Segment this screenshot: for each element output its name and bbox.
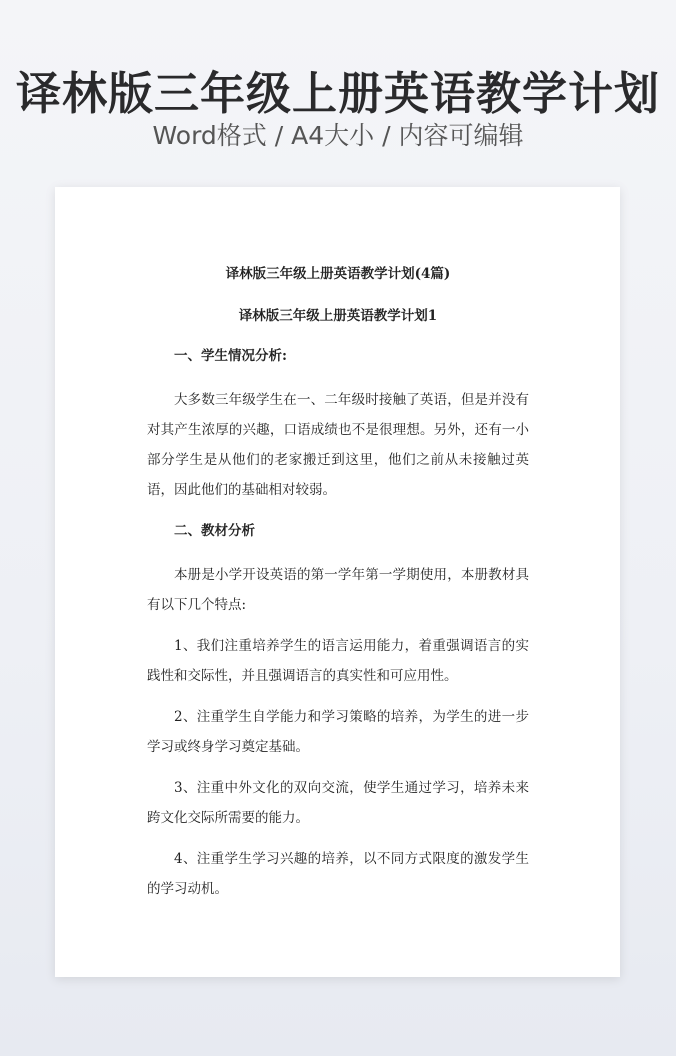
document-title: 译林版三年级上册英语教学计划(4篇) (225, 266, 451, 282)
section-heading-student-analysis: 一、学生情况分析: (174, 348, 287, 364)
list-item-point-4: 4、注重学生学习兴趣的培养，以不同方式限度的激发学生的学习动机。 (147, 851, 529, 897)
list-item-point-2: 2、注重学生自学能力和学习策略的培养，为学生的进一步学习或终身学习奠定基础。 (147, 709, 529, 755)
paragraph-student-analysis: 大多数三年级学生在一、二年级时接触了英语，但是并没有对其产生浓厚的兴趣，口语成绩也不是很理想。另外，还有一小部分学生是从他们的老家搬迁到这里，他们之前从未接触过英语，因此他们的基础相对较弱。 (147, 392, 529, 498)
list-item-point-1: 1、我们注重培养学生的语言运用能力，着重强调语言的实践性和交际性，并且强调语言的真实性和可应用性。 (147, 638, 529, 684)
banner-subtitle: Word格式 / A4大小 / 内容可编辑 (152, 121, 524, 150)
document-page (55, 187, 620, 977)
document-subtitle: 译林版三年级上册英语教学计划1 (238, 308, 438, 324)
banner-title: 译林版三年级上册英语教学计划 (15, 67, 660, 120)
document-body (147, 262, 529, 915)
section-heading-textbook-analysis: 二、教材分析 (174, 523, 255, 539)
list-item-point-3: 3、注重中外文化的双向交流，使学生通过学习，培养未来跨文化交际所需要的能力。 (147, 780, 529, 826)
paragraph-textbook-intro: 本册是小学开设英语的第一学年第一学期使用，本册教材具有以下几个特点: (147, 567, 529, 613)
